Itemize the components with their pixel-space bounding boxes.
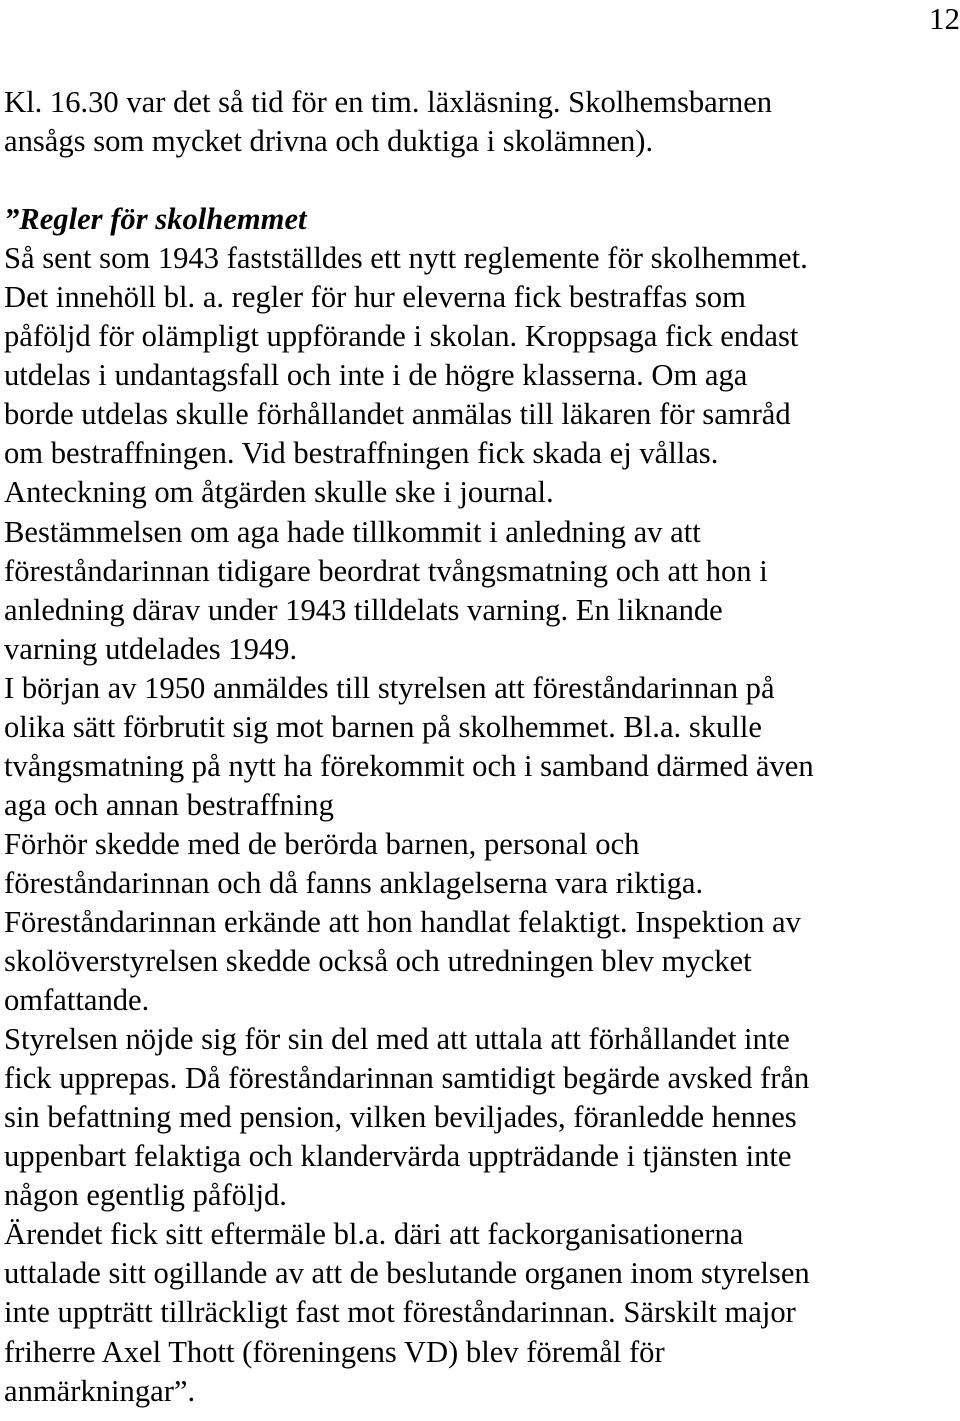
body-line: borde utdelas skulle förhållandet anmälas till läkaren för samråd	[4, 397, 791, 432]
body-line: anledning därav under 1943 tilldelats varning. En liknande	[4, 592, 723, 627]
intro-line: Kl. 16.30 var det så tid för en tim. läxläsning. Skolhemsbarnen	[4, 85, 773, 119]
body-line: Så sent som 1943 fastställdes ett nytt reglemente för skolhemmet.	[4, 241, 808, 276]
body-line: Det innehöll bl. a. regler för hur eleverna fick bestraffas som	[4, 280, 746, 315]
body-line: sin befattning med pension, vilken beviljades, föranledde hennes	[4, 1100, 797, 1135]
paragraph-gap	[4, 161, 954, 200]
body-line: uttalade sitt ogillande av att de beslutande organen inom styrelsen	[4, 1256, 810, 1291]
body-line: anmärkningar”.	[4, 1373, 196, 1408]
document-body	[4, 83, 954, 1411]
body-line: friherre Axel Thott (föreningens VD) blev föremål för	[4, 1334, 665, 1369]
body-line: tvångsmatning på nytt ha förekommit och i samband därmed även	[4, 748, 814, 783]
intro-line: ansågs som mycket drivna och duktiga i skolämnen).	[4, 124, 654, 159]
body-line: Föreståndarinnan erkände att hon handlat felaktigt. Inspektion av	[4, 904, 801, 939]
body-line: inte uppträtt tillräckligt fast mot föreståndarinnan. Särskilt major	[4, 1295, 796, 1330]
body-line: uppenbart felaktiga och klandervärda uppträdande i tjänsten inte	[4, 1139, 792, 1174]
body-line: föreståndarinnan tidigare beordrat tvångsmatning och att hon i	[4, 553, 768, 588]
body-line: Förhör skedde med de berörda barnen, personal och	[4, 826, 640, 861]
body-line: I början av 1950 anmäldes till styrelsen att föreståndarinnan på	[4, 670, 775, 705]
body-line: fick upprepas. Då föreståndarinnan samtidigt begärde avsked från	[4, 1061, 810, 1096]
body-line: Anteckning om åtgärden skulle ske i journal.	[4, 475, 554, 510]
body-line: någon egentlig påföljd.	[4, 1178, 287, 1213]
body-line: varning utdelades 1949.	[4, 631, 298, 666]
body-line: olika sätt förbrutit sig mot barnen på skolhemmet. Bl.a. skulle	[4, 709, 762, 744]
body-line: aga och annan bestraffning	[4, 787, 334, 822]
page-number: 12	[929, 1, 960, 36]
section-heading: ”Regler för skolhemmet	[4, 202, 307, 237]
body-line: omfattande.	[4, 983, 150, 1018]
body-line: föreståndarinnan och då fanns anklagelserna vara riktiga.	[4, 865, 704, 900]
body-line: Ärendet fick sitt eftermäle bl.a. däri att fackorganisationerna	[4, 1217, 744, 1252]
body-line: Bestämmelsen om aga hade tillkommit i anledning av att	[4, 514, 701, 549]
body-line: utdelas i undantagsfall och inte i de högre klasserna. Om aga	[4, 358, 748, 393]
body-line: skolöverstyrelsen skedde också och utredningen blev mycket	[4, 944, 752, 979]
body-line: om bestraffningen. Vid bestraffningen fick skada ej vållas.	[4, 436, 719, 471]
body-line: påföljd för olämpligt uppförande i skolan. Kroppsaga fick endast	[4, 319, 799, 354]
body-line: Styrelsen nöjde sig för sin del med att uttala att förhållandet inte	[4, 1022, 790, 1057]
